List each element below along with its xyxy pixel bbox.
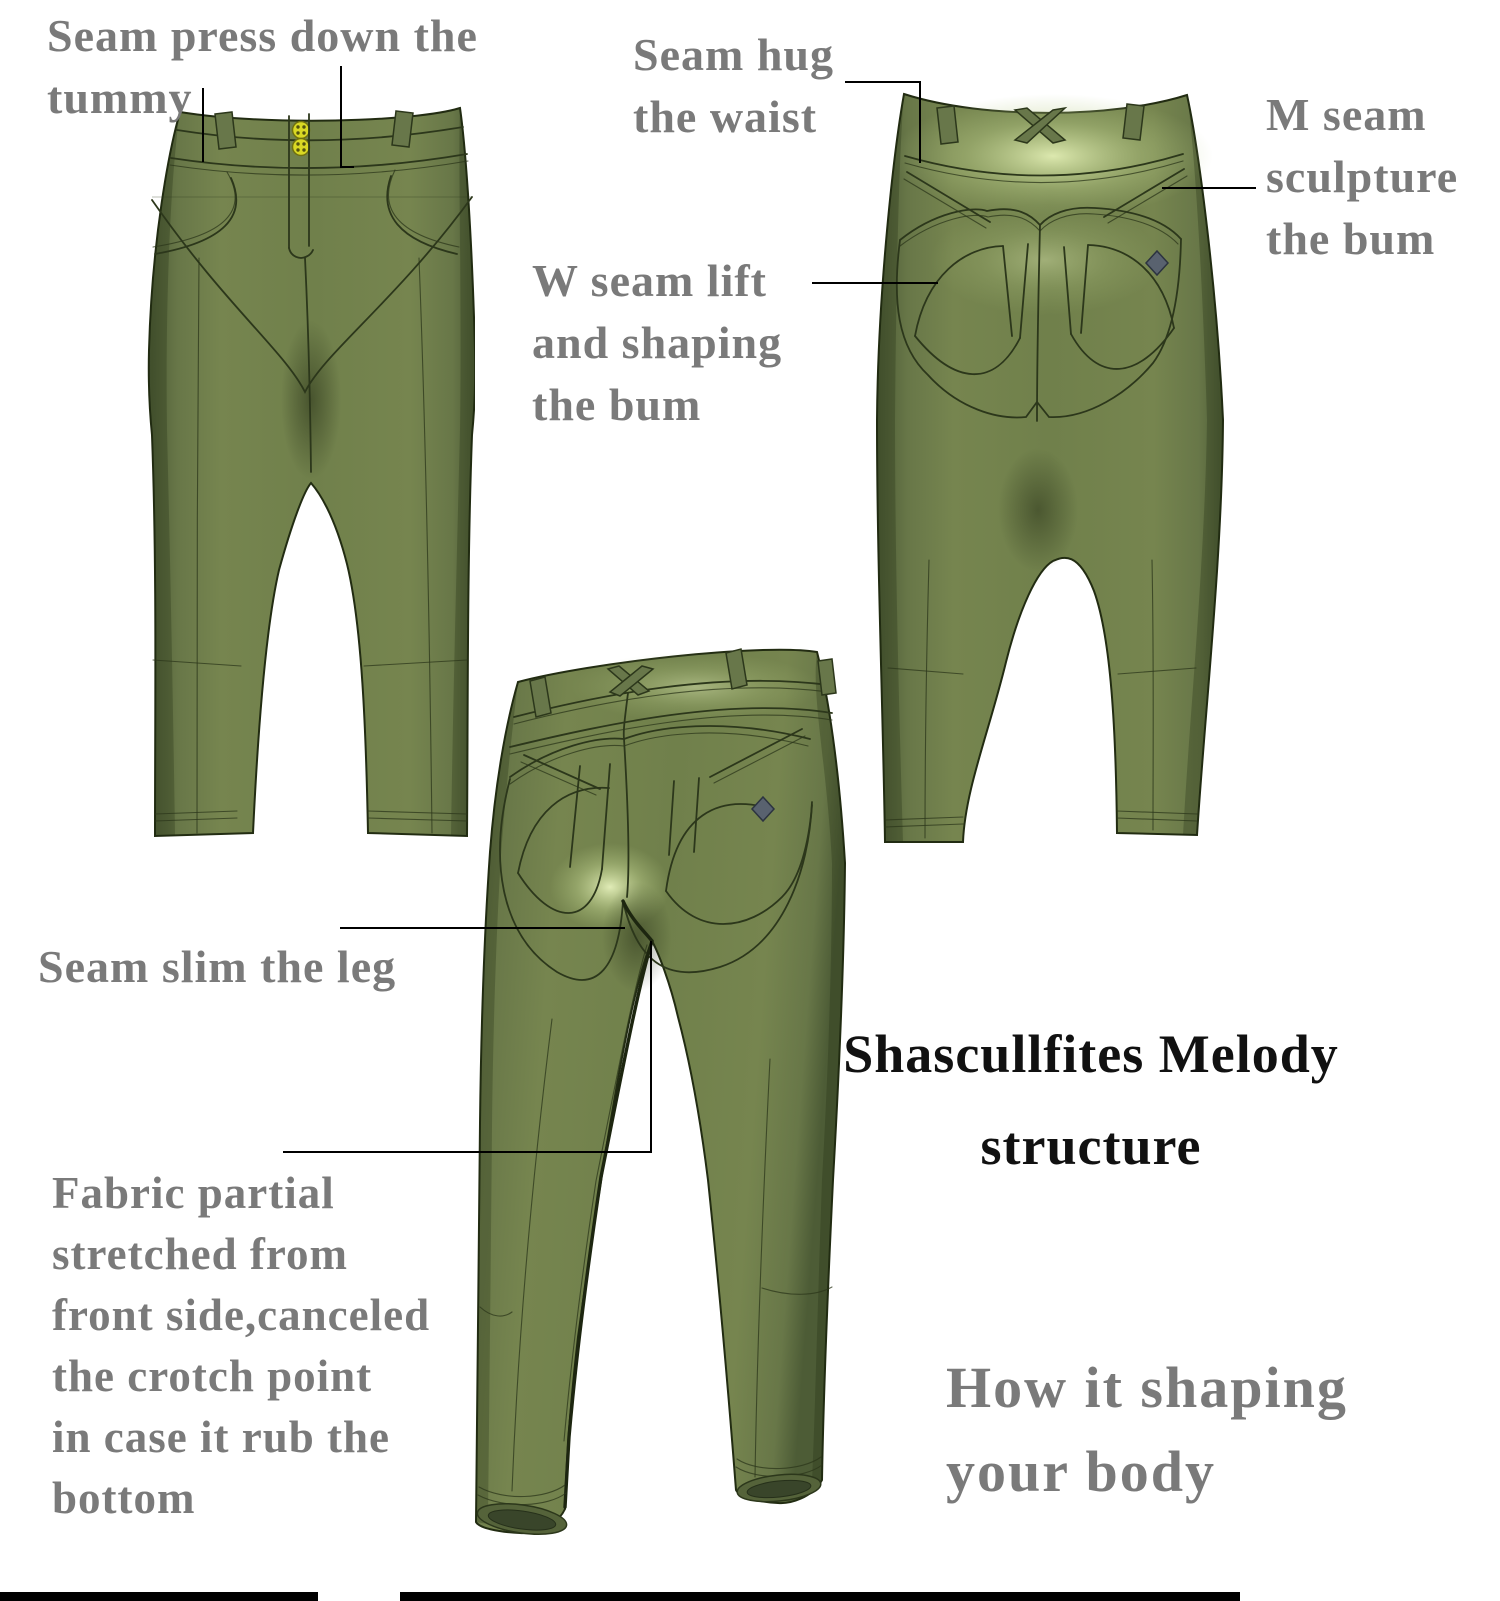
bottom-bar-left	[0, 1592, 318, 1601]
pointer-line-hug-vertical	[919, 81, 921, 163]
pointer-line-fabric-horizontal	[283, 1151, 652, 1153]
pointer-line-slim-leg	[340, 927, 625, 929]
pointer-line-tummy-hook	[340, 166, 354, 168]
pointer-line-m-seam	[1162, 187, 1256, 189]
label-line: stretched from	[52, 1229, 348, 1279]
label-line: Seam press down the	[47, 10, 478, 61]
label-line: tummy	[47, 72, 193, 123]
belt-loop	[937, 106, 958, 144]
label-line: Fabric partial	[52, 1168, 335, 1218]
label-line: M seam	[1266, 89, 1427, 140]
label-line: the bum	[532, 379, 702, 430]
label-line: the bum	[1266, 213, 1436, 264]
label-w-seam	[532, 250, 782, 436]
angled-body	[476, 650, 845, 1533]
label-line: in case it rub the	[52, 1412, 390, 1462]
label-m-seam	[1266, 84, 1458, 270]
pointer-line-hug-horizontal	[845, 81, 921, 83]
subtitle-line: your body	[946, 1439, 1216, 1504]
label-fabric-note	[52, 1163, 430, 1529]
label-seam-hug-waist	[633, 24, 834, 148]
pointer-line-fabric-vertical	[650, 941, 652, 1153]
label-line: Seam hug	[633, 29, 834, 80]
subtitle-line: How it shaping	[946, 1355, 1348, 1420]
label-line: sculpture	[1266, 151, 1459, 202]
label-line: Seam slim the leg	[38, 941, 397, 992]
label-line: the waist	[633, 91, 818, 142]
waist-button	[293, 139, 310, 156]
label-line: front side,canceled	[52, 1290, 431, 1340]
belt-loop	[1123, 104, 1144, 140]
label-line: W seam lift	[532, 255, 768, 306]
belt-loop	[818, 659, 836, 695]
pointer-line-w-seam	[812, 282, 938, 284]
back-body	[877, 94, 1223, 842]
label-line: bottom	[52, 1473, 196, 1523]
bottom-bar-right	[400, 1592, 1240, 1601]
label-line: the crotch point	[52, 1351, 373, 1401]
label-seam-slim-leg	[38, 936, 396, 998]
label-seam-press-tummy	[47, 5, 478, 129]
pants-front-view	[115, 100, 475, 840]
pants-back-view	[865, 90, 1230, 847]
title-line: Shascullfites Melody	[843, 1024, 1339, 1084]
label-line: and shaping	[532, 317, 783, 368]
product-title	[808, 1008, 1374, 1192]
title-line: structure	[980, 1116, 1202, 1176]
page-subtitle	[946, 1346, 1348, 1514]
